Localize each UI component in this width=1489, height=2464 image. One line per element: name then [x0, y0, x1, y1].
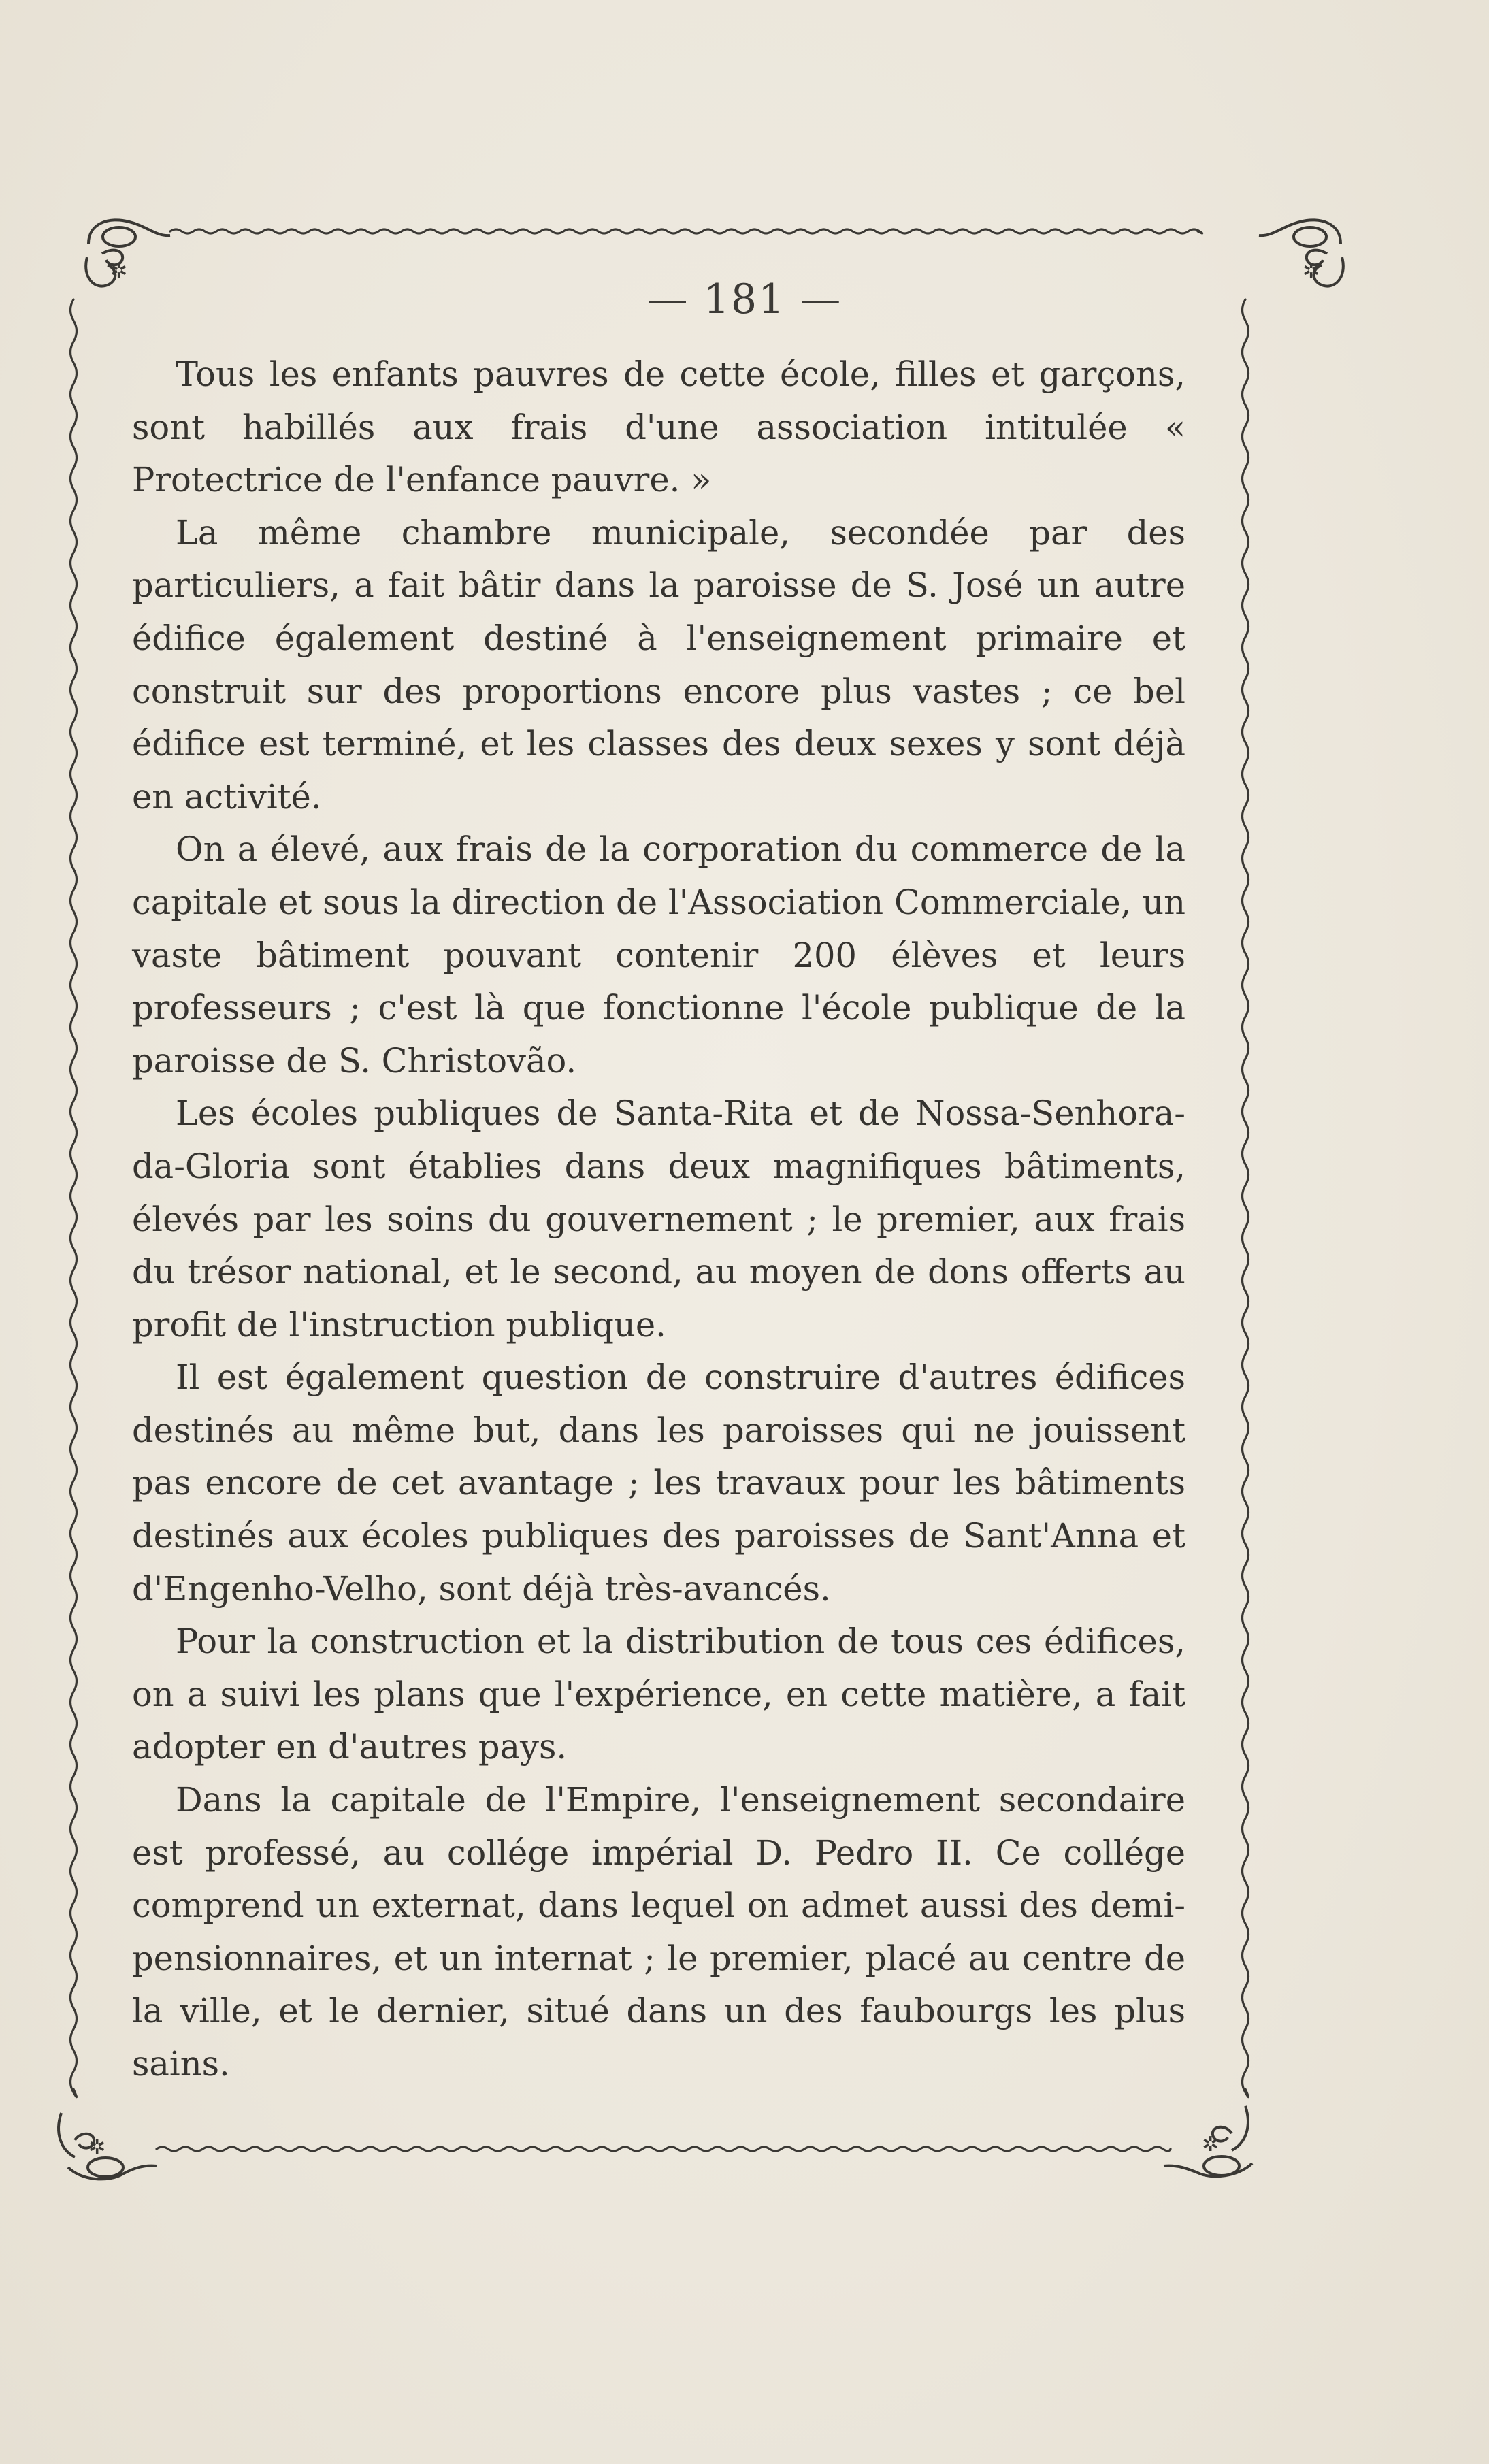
fleuron-corner-icon: [1164, 2106, 1252, 2176]
right-wavy-rule: [1243, 299, 1249, 2097]
svg-text:✲: ✲: [110, 259, 128, 283]
paragraph: Tous les enfants pauvres de cette école, filles et garçons, sont habillés aux frais d'une association intitulée « Protectrice de l'enfance pauvre. »: [132, 355, 1185, 500]
bottom-wavy-rule: [157, 2147, 1171, 2151]
fleuron-corner-icon: [59, 2113, 157, 2179]
svg-text:✲: ✲: [1202, 2133, 1220, 2156]
svg-text:✲: ✲: [1303, 259, 1320, 283]
paragraph: Dans la capitale de l'Empire, l'enseignement secondaire est professé, au collége impérial D. Pedro II. Ce collége comprend un externat, dans lequel on admet aussi des demi-pensionnaires, et un internat ; le premier, placé au centre de la ville, et le dernier, situé dans un des faubourgs les plus sains.: [132, 1780, 1185, 2084]
paragraph: Pour la construction et la distribution de tous ces édifices, on a suivi les plans que l'expérience, en cette matière, a fait adopter en d'autres pays.: [132, 1622, 1185, 1767]
left-wavy-rule: [71, 299, 77, 2097]
body-text: [132, 348, 1185, 2091]
paragraph: Il est également question de construire d'autres édifices destinés au même but, dans les paroisses qui ne jouissent pas encore de cet avantage ; les travaux pour les bâtiments destinés aux écoles publiques des paroisses de Sant'Anna et d'Engenho-Velho, sont déjà très-avancés.: [132, 1358, 1185, 1609]
paragraph: La même chambre municipale, secondée par des particuliers, a fait bâtir dans la paroisse de S. José un autre édifice également destiné à l'enseignement primaire et construit sur des proportions encore plus vastes ; ce bel édifice est terminé, et les classes des deux sexes y sont déjà en activité.: [132, 512, 1185, 817]
top-wavy-rule: [170, 229, 1202, 233]
paragraph: Les écoles publiques de Santa-Rita et de Nossa-Senhora-da-Gloria sont établies dans deux magnifiques bâtiments, élevés par les soins du gouvernement ; le premier, aux frais du trésor national, et le second, au moyen de dons offerts au profit de l'instruction publique.: [132, 1094, 1185, 1345]
svg-text:✲: ✲: [88, 2135, 106, 2159]
paragraph: On a élevé, aux frais de la corporation du commerce de la capitale et sous la direction de l'Association Commerciale, un vaste bâtiment pouvant contenir 200 élèves et leurs professeurs ; c'est là que fonctionne l'école publique de la paroisse de S. Christovão.: [132, 829, 1185, 1081]
page-number: — 181 —: [647, 276, 842, 323]
